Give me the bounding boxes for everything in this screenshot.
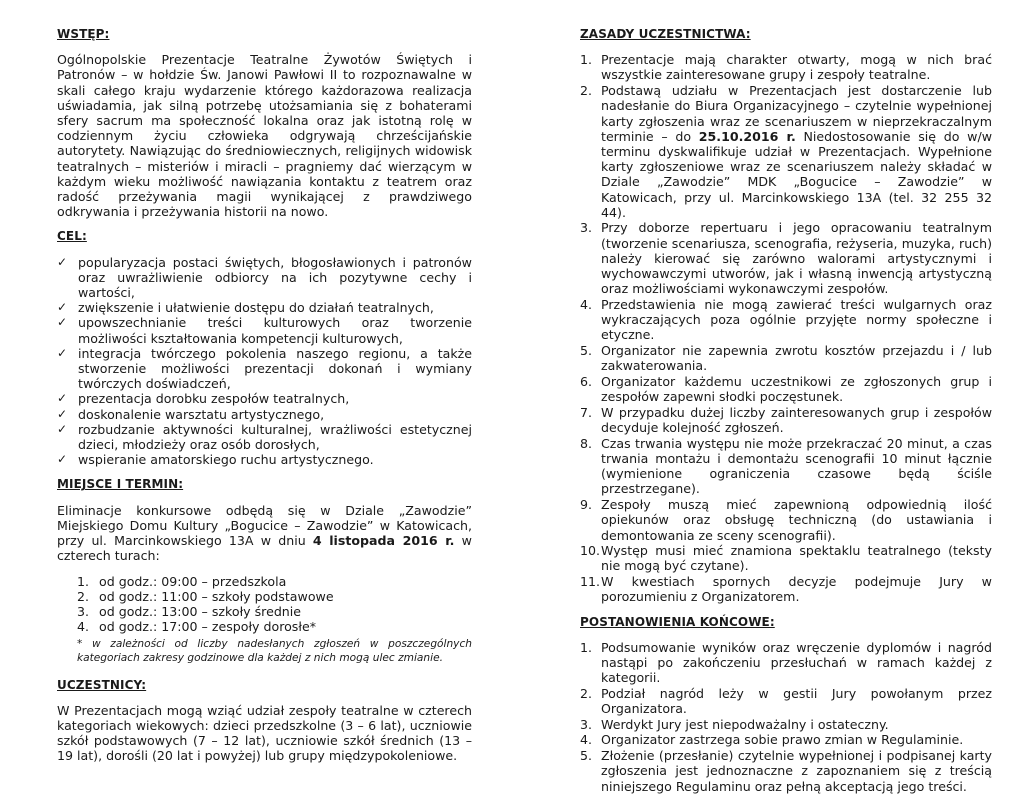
postanowienia-list — [580, 640, 992, 794]
list-item: 6. Organizator każdemu uczestnikowi ze zgłoszonych grup i zespołów zapewni słodki poczęstunek. — [580, 373, 992, 405]
cel-list — [57, 255, 472, 468]
heading-cel: CEL: — [57, 229, 87, 244]
heading-postanowienia: POSTANOWIENIA KOŃCOWE: — [580, 614, 775, 629]
miejsce-text: Eliminacje konkursowe odbędą się w Dziale „Zawodzie” Miejskiego Domu Kultury „Bogucice – Zawodzie” w Katowicach, przy ul. Marcinkowskiego 13A w dniu 4 listopada 2016 r. w czterech turach: — [57, 502, 472, 564]
list-item: ✓ rozbudzanie aktywności kulturalnej, wrażliwości estetycznej dzieci, młodzieży oraz osób dorosłych, — [57, 421, 472, 453]
heading-miejsce-i-termin: MIEJSCE I TERMIN: — [57, 477, 184, 492]
uczestnicy-text: W Prezentacjach mogą wziąć udział zespoły teatralne w czterech kategoriach wiekowych: dzieci przedszkolne (3 – 6 lat), uczniowie szkół podstawowych (7 – 12 lat), uczniowie szkół średnich (13 – 19 lat), dorośli (20 lat i powyżej) lub grupy międzypokoleniowe. — [57, 702, 472, 764]
deadline-date: 25.10.2016 r. — [698, 128, 796, 144]
list-item: ✓ wspieranie amatorskiego ruchu artystycznego. — [57, 452, 374, 468]
list-item: 3. od godz.: 13:00 – szkoły średnie — [77, 603, 302, 619]
list-item: ✓ integracja twórczego pokolenia naszego regionu, a także stworzenie możliwości prezentacji dokonań i wymiany twórczych doświadczeń, — [57, 345, 472, 392]
list-item: 4. Organizator zastrzega sobie prawo zmian w Regulaminie. — [580, 732, 964, 748]
list-item: 2. Podstawą udziału w Prezentacjach jest dostarczenie lub nadesłanie do Biura Organizacyjnego – czytelnie wypełnionej karty zgłoszenia wraz ze scenariuszem w nieprzekraczalnym terminie – do 25.10.2016 r. Niedostosowanie się do w/w terminu dyskwalifikuje udział w Prezentacjach. Wypełnione karty zgłoszeniowe wraz ze scenariuszem należy składać w Dziale „Zawodzie” MDK „Bogucice – Zawodzie” w Katowicach, przy ul. Marcinkowskiego 13A (tel. 32 255 32 44). — [580, 83, 992, 220]
wstep-text: Ogólnopolskie Prezentacje Teatralne Żywotów Świętych i Patronów – w hołdzie Św. Janowi Pawłowi II to rozpoznawalne w skali całego kraju wydarzenie którego każdorazowa realizacja uświadamia, jak silną potrzebę utożsamiania się z bohaterami sfery sacrum ma społeczność lokalna oraz jak istotną rolę w codziennym życiu człowieka odgrywają chrześcijańskie autorytety. Nawiązując do średniowiecznych, religijnych widowisk teatralnych – misteriów i miracli – pragniemy dać wierzącym w każdym wieku możliwość nawiązania kontaktu z teatrem oraz radość przeżywania magii wynikającej z prawdziwego odkrywania i przeżywania historii na nowo. — [57, 52, 472, 220]
right-column — [580, 27, 992, 804]
list-item: 2. Podział nagród leży w gestii Jury powołanym przez Organizatora. — [580, 685, 992, 717]
list-item: 1. Prezentacje mają charakter otwarty, mogą w nich brać wszystkie zainteresowane grupy i zespoły teatralne. — [580, 52, 992, 83]
list-item: 7. W przypadku dużej liczby zainteresowanych grup i zespołów decyduje kolejność zgłoszeń. — [580, 404, 992, 436]
check-mark-icon: ✓ — [57, 452, 68, 467]
list-item: ✓ zwiększenie i ułatwienie dostępu do działań teatralnych, — [57, 300, 434, 316]
list-item: 3. Przy doborze repertuaru i jego opracowaniu teatralnym (tworzenie scenariusza, scenografia, reżyseria, muzyka, ruch) należy kierować się zarówno walorami artystycznymi i wychowawczymi utworów, jak i własną inwencją artystyczną oraz możliwościami wykonawczymi zespołów. — [580, 220, 992, 297]
check-mark-icon: ✓ — [57, 254, 68, 269]
list-item: ✓ prezentacja dorobku zespołów teatralnych, — [57, 391, 350, 407]
check-mark-icon: ✓ — [57, 300, 68, 315]
tury-list — [57, 574, 472, 635]
event-date: 4 listopada 2016 r. — [312, 533, 455, 549]
list-item: 1. od godz.: 09:00 – przedszkola — [77, 573, 287, 589]
list-item: 10. Występ musi mieć znamiona spektaklu teatralnego (teksty nie mogą być czytane). — [580, 543, 992, 574]
list-item: 5. Złożenie (przesłanie) czytelnie wypełnionej i podpisanej karty zgłoszenia jest jednoznaczne z zapoznaniem się z treścią niniejszego Regulaminu oraz pełną akceptacją jego treści. — [580, 748, 992, 794]
check-mark-icon: ✓ — [57, 421, 68, 436]
heading-wstep: WSTĘP: — [57, 27, 110, 41]
check-mark-icon: ✓ — [57, 391, 68, 406]
list-item: 1. Podsumowanie wyników oraz wręczenie dyplomów i nagród nastąpi po zakończeniu przesłuchań w ramach każdej z kategorii. — [580, 639, 992, 686]
list-item: 4. Przedstawienia nie mogą zawierać treści wulgarnych oraz wykraczających poza ogólnie przyjęte normy społeczne i etyczne. — [580, 296, 992, 343]
list-item: 9. Zespoły muszą mieć zapewnioną odpowiednią ilość opiekunów oraz obsługę techniczną (do ustawiania i demontowania ze sceny scenografii). — [580, 497, 992, 543]
heading-zasady: ZASADY UCZESTNICTWA: — [580, 27, 751, 41]
list-item: ✓ popularyzacja postaci świętych, błogosławionych i patronów oraz uwrażliwienie odbiorcy na ich pozytywne cechy i wartości, — [57, 254, 472, 301]
zasady-list — [580, 52, 992, 604]
list-item: 2. od godz.: 11:00 – szkoły podstawowe — [77, 588, 334, 604]
check-mark-icon: ✓ — [57, 315, 68, 330]
footnote: * w zależności od liczby nadesłanych zgłoszeń w poszczególnych kategoriach zakresy godzinowe dla każdej z nich mogą ulec zmianie. — [77, 638, 472, 664]
list-item: 3. Werdykt Jury jest niepodważalny i ostateczny. — [580, 716, 889, 732]
heading-uczestnicy: UCZESTNICY: — [57, 677, 147, 692]
list-item: 11. W kwestiach spornych decyzje podejmuje Jury w porozumieniu z Organizatorem. — [580, 574, 992, 605]
left-column — [57, 27, 472, 774]
check-mark-icon: ✓ — [57, 345, 68, 360]
list-item: ✓ upowszechnianie treści kulturowych oraz tworzenie możliwości kształtowania kompetencji kulturowych, — [57, 315, 472, 346]
list-item: ✓ doskonalenie warsztatu artystycznego, — [57, 406, 325, 422]
list-item: 8. Czas trwania występu nie może przekraczać 20 minut, a czas trwania montażu i demontażu scenografii 10 minut łącznie (wymienione ograniczenia czasowe będą ściśle przestrzegane). — [580, 435, 992, 497]
list-item: 4. od godz.: 17:00 – zespoły dorosłe* — [77, 619, 316, 635]
list-item: 5. Organizator nie zapewnia zwrotu kosztów przejazdu i / lub zakwaterowania. — [580, 343, 992, 374]
check-mark-icon: ✓ — [57, 406, 68, 421]
